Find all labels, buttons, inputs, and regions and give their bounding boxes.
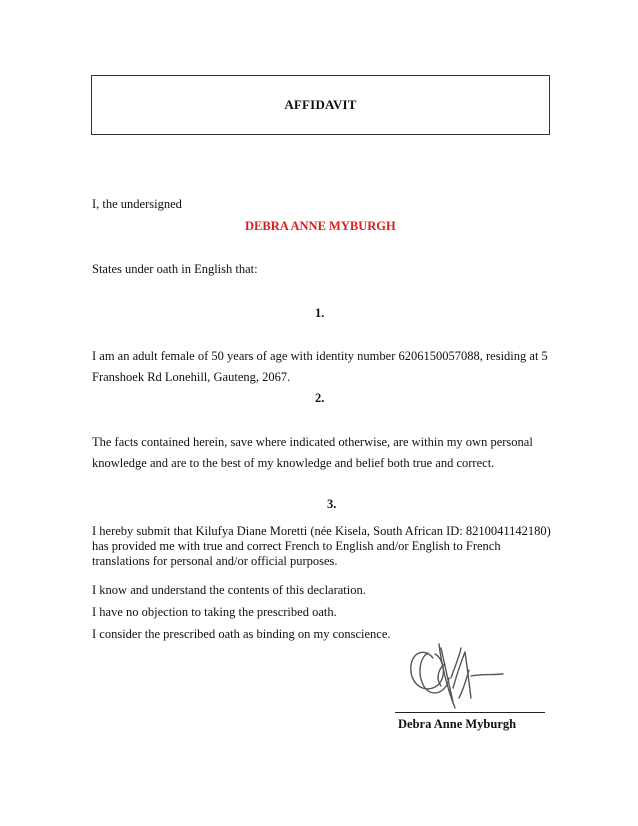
signature-name: Debra Anne Myburgh xyxy=(398,717,517,731)
section-number-1: 1. xyxy=(315,306,325,320)
document-title: AFFIDAVIT xyxy=(284,97,357,112)
deponent-name: DEBRA ANNE MYBURGH xyxy=(245,219,396,233)
title-box xyxy=(91,75,550,135)
section-text-1: I am an adult female of 50 years of age with identity number 6206150057088, residing at 5 Franshoek Rd Lonehill, Gauteng, 2067. xyxy=(92,349,548,384)
section-number-3: 3. xyxy=(327,497,337,511)
section-number-2: 2. xyxy=(315,391,325,405)
handwritten-signature xyxy=(395,618,555,718)
section-text-3: I hereby submit that Kilufya Diane Moretti (née Kisela, South African ID: 8210041142180) has provided me with true and correct French to English and/or English to French translations for personal and/or official purposes. xyxy=(92,524,551,568)
oath-statement: States under oath in English that: xyxy=(92,262,258,276)
declaration-3: I consider the prescribed oath as binding on my conscience. xyxy=(92,627,391,641)
declaration-1: I know and understand the contents of this declaration. xyxy=(92,583,366,597)
signature-line xyxy=(395,712,545,713)
declaration-2: I have no objection to taking the prescribed oath. xyxy=(92,605,337,619)
section-text-2: The facts contained herein, save where indicated otherwise, are within my own personal knowledge and are to the best of my knowledge and belief both true and correct. xyxy=(92,435,533,470)
intro-text: I, the undersigned xyxy=(92,197,182,211)
